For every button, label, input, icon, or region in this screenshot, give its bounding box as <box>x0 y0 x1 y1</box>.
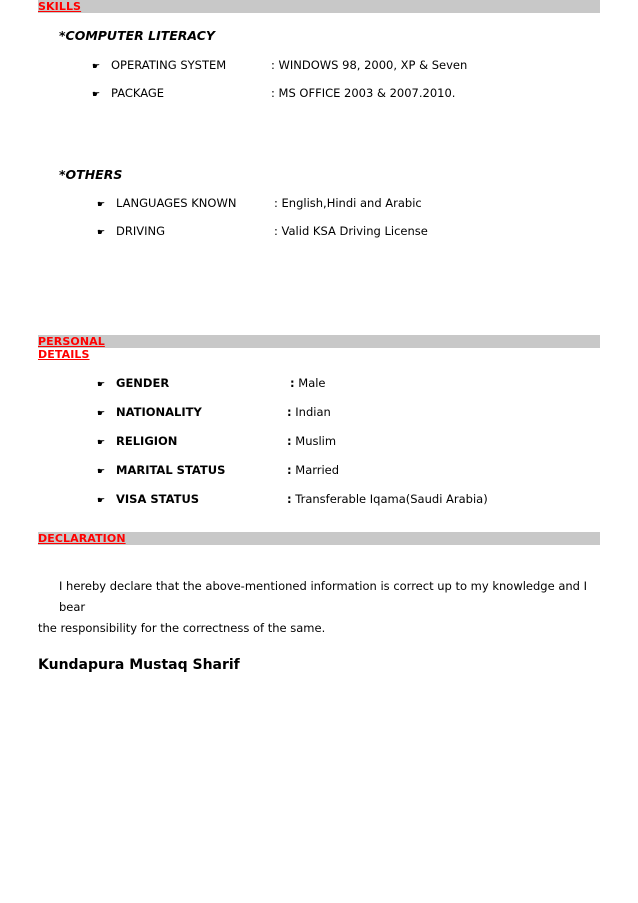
computer-item-value: : WINDOWS 98, 2000, XP & Seven <box>271 58 468 72</box>
declaration-section-bar <box>38 532 600 545</box>
others-item-value: : Valid KSA Driving License <box>274 224 428 238</box>
others-item <box>97 196 422 210</box>
personal-item <box>97 434 337 448</box>
personal-item <box>97 405 331 419</box>
declaration-line: I hereby declare that the above-mentioned information is correct up to my knowledge and I bear <box>59 579 588 614</box>
personal-item <box>97 492 488 506</box>
personal-item-value: Muslim <box>295 434 337 448</box>
personal-item-value: Male <box>298 376 326 390</box>
computer-item-label: PACKAGE <box>111 86 165 100</box>
computer-item <box>92 58 468 72</box>
personal-item-colon: : <box>287 492 292 506</box>
pointing-hand-icon: ☛ <box>97 409 106 419</box>
personal-item-colon: : <box>287 434 292 448</box>
personal-item-colon: : <box>287 463 292 477</box>
others-item-label: DRIVING <box>116 224 166 238</box>
personal-item-label: MARITAL STATUS <box>116 463 226 477</box>
computer-literacy-heading: *COMPUTER LITERACY <box>59 28 215 43</box>
computer-item-value: : MS OFFICE 2003 & 2007.2010. <box>271 86 456 100</box>
pointing-hand-icon: ☛ <box>97 467 106 477</box>
personal-item-value: Indian <box>295 405 331 419</box>
personal-item-value: Transferable Iqama(Saudi Arabia) <box>295 492 488 506</box>
declaration-text <box>38 576 598 639</box>
personal-item-value: Married <box>295 463 340 477</box>
others-item <box>97 224 428 238</box>
pointing-hand-icon: ☛ <box>97 438 106 448</box>
personal-item <box>97 376 326 390</box>
others-heading: *OTHERS <box>59 167 123 182</box>
personal-item-colon: : <box>287 405 292 419</box>
computer-item <box>92 86 456 100</box>
personal-details-heading: PERSONAL DETAILS <box>38 335 105 361</box>
personal-item-label: NATIONALITY <box>116 405 202 419</box>
declaration-heading: DECLARATION <box>38 532 126 545</box>
computer-item-label: OPERATING SYSTEM <box>111 58 227 72</box>
others-item-value: : English,Hindi and Arabic <box>274 196 422 210</box>
personal-item-label: GENDER <box>116 376 170 390</box>
declaration-line: the responsibility for the correctness of the same. <box>38 621 326 635</box>
pointing-hand-icon: ☛ <box>97 200 106 210</box>
signature-name: Kundapura Mustaq Sharif <box>38 657 240 673</box>
pointing-hand-icon: ☛ <box>97 496 106 506</box>
personal-item-label: RELIGION <box>116 434 178 448</box>
personal-details-section-bar <box>38 335 600 361</box>
personal-item <box>97 463 340 477</box>
skills-section-bar <box>38 0 600 13</box>
personal-item-colon: : <box>290 376 295 390</box>
personal-item-label: VISA STATUS <box>116 492 200 506</box>
others-item-label: LANGUAGES KNOWN <box>116 196 237 210</box>
skills-heading: SKILLS <box>38 0 82 13</box>
pointing-hand-icon: ☛ <box>97 380 106 390</box>
pointing-hand-icon: ☛ <box>92 62 101 72</box>
pointing-hand-icon: ☛ <box>92 90 101 100</box>
pointing-hand-icon: ☛ <box>97 228 106 238</box>
